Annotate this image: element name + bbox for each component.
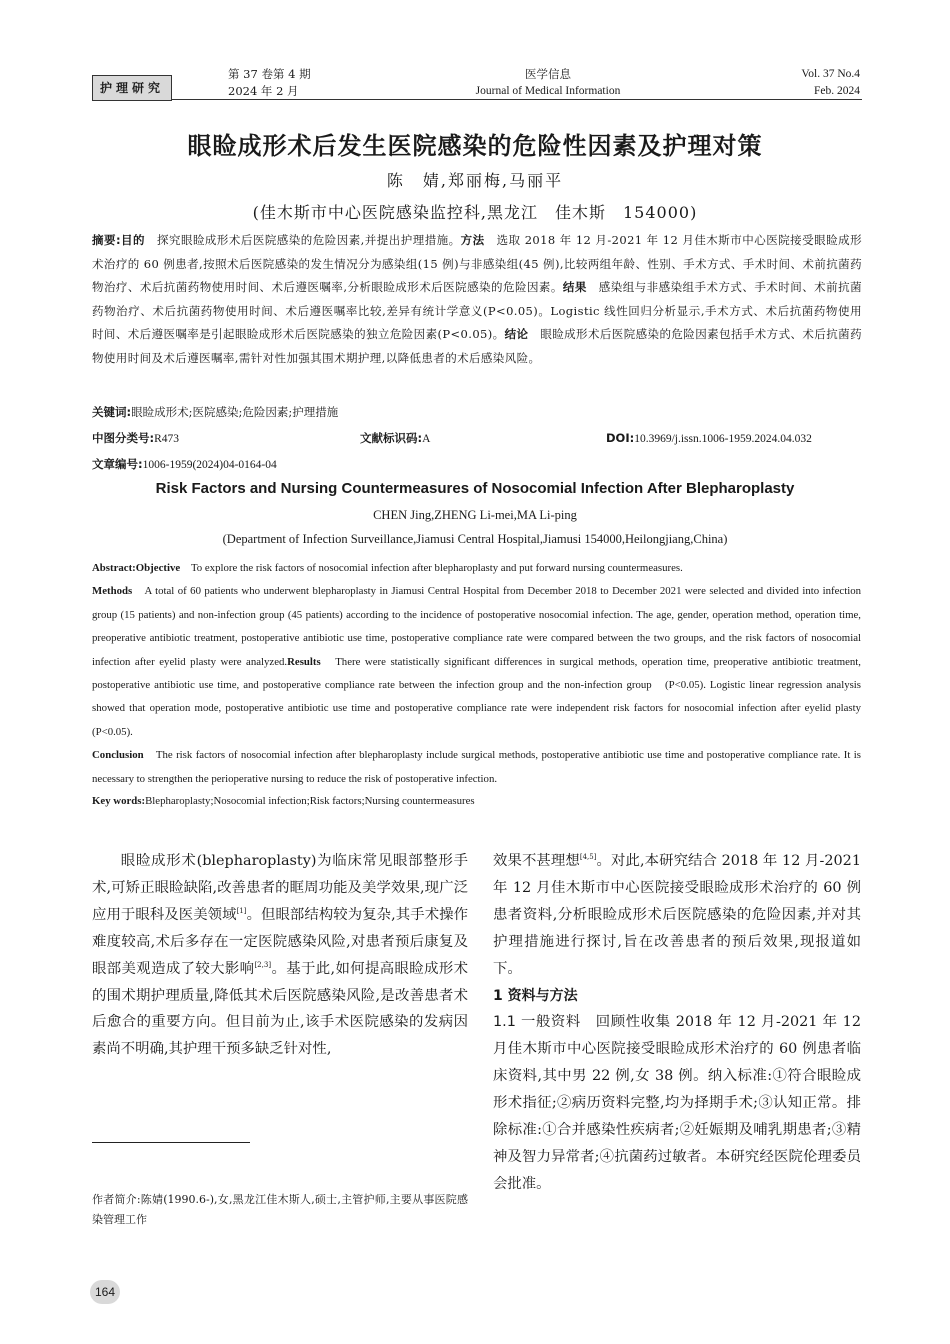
methods-text-en: A total of 60 patients who underwent blepharoplasty in Jiamusi Central Hospital from December 2018 to December 2021 were selected and divided into infection group (15 patients) and non-infection group (45 patients) according to the incidence of postoperative nosocomial infection. The age, gender, operation method, operation time, preoperative antibiotic treatment, postoperative antibiotic use time, postoperative compliance rate were compared between the two groups, and the risk factors of nosocomial infection after eyelid plasty were analyzed. (92, 585, 861, 668)
clc-value: R473 (154, 433, 180, 445)
methods-text-cn: 选取 2018 年 12 月-2021 年 12 月佳木斯市中心医院接受眼睑成形术治疗的 60 例患者,按照术后医院感染的发生情况分为感染组(15 例)与非感染组(45 例),比较两组年龄、性别、手术方式、手术时间、术前抗菌药物治疗、术后抗菌药物使用时间、术后遵医嘱率,分析眼睑成形术后医院感染的危险因素。 (92, 233, 862, 294)
header-volume-cn: 第 37 卷第 4 期 (228, 67, 311, 81)
results-label-cn: 结果 (562, 280, 587, 294)
document-code (360, 429, 430, 448)
objective-label-cn: 目的 (120, 233, 146, 247)
article-number-value: 1006-1959(2024)04-0164-04 (142, 459, 277, 471)
header-journal (448, 66, 648, 100)
subsection-heading-1-1: 1.1 一般资料 (493, 1014, 581, 1031)
authors-cn: 陈 婧,郑丽梅,马丽平 (386, 171, 564, 190)
intro-text-2: 。但眼部结构较为复杂,其手术操作难度较高,术后多存在一定医院感染风险,对患者预后康复及眼部美观造成了较大影响 (92, 906, 468, 977)
keywords-label-cn: 关键词: (92, 405, 132, 419)
author-footnote: 作者简介:陈婧(1990.6-),女,黑龙江佳木斯人,硕士,主管护师,主要从事医院感染管理工作 (92, 1193, 468, 1226)
conclusion-text-cn: 眼睑成形术后医院感染的危险因素包括手术方式、术后抗菌药物使用时间及术后遵医嘱率,需针对性加强其围术期护理,以降低患者的术后感染风险。 (92, 327, 862, 365)
paper-title-cn: 眼睑成形术后发生医院感染的危险性因素及护理对策 (187, 132, 763, 160)
doi-link[interactable]: 10.3969/j.issn.1006-1959.2024.04.032 (634, 433, 812, 445)
objective-text-en: To explore the risk factors of nosocomial infection after blepharoplasty and put forward nursing countermeasures. (180, 562, 683, 574)
keywords-en (92, 792, 861, 810)
abstract-label-en: Abstract: (92, 562, 136, 574)
header-date-cn: 2024 年 2 月 (228, 84, 299, 98)
document-code-value: A (422, 433, 431, 445)
authors-en: CHEN Jing,ZHENG Li-mei,MA Li-ping (373, 508, 577, 522)
citation-ref[interactable]: [4,5] (579, 853, 597, 862)
objective-label-en: Objective (135, 562, 181, 574)
header-date-en: Feb. 2024 (814, 85, 860, 97)
paper-title-en: Risk Factors and Nursing Countermeasures of Nosocomial Infection After Blepharoplasty (155, 480, 795, 497)
results-label-en: Results (287, 655, 321, 668)
affiliation-en: (Department of Infection Surveillance,Jiamusi Central Hospital,Jiamusi 154000,Heilongjiang,China) (222, 532, 728, 546)
intro-continuation-text-2: 。对此,本研究结合 2018 年 12 月-2021 年 12 月佳木斯市中心医院接受眼睑成形术治疗的 60 例患者资料,分析眼睑成形术后医院感染的危险因素,并对其护理措施进行探讨,旨在改善患者的预后效果,现报道如下。 (493, 853, 861, 977)
header-issue-cn (228, 66, 311, 100)
header-volume-en: Vol. 37 No.4 (801, 68, 860, 80)
keywords-cn (92, 403, 862, 421)
body-column-right (493, 848, 861, 1198)
body-column-left (92, 848, 468, 1063)
header-journal-cn: 医学信息 (525, 67, 571, 81)
intro-continuation (493, 848, 861, 983)
abstract-en (92, 557, 861, 791)
clc-label: 中图分类号: (92, 431, 155, 445)
general-info-text: 回顾性收集 2018 年 12 月-2021 年 12 月佳木斯市中心医院接受眼睑成形术治疗的 60 例患者临床资料,其中男 22 例,女 38 例。纳入标准:①符合眼睑成形术指征;②病历资料完整,均为择期手术;③认知正常。排除标准:①合并感染性疾病者;②妊娠期及哺乳期患者;③精神及智力异常者;④抗菌药过敏者。本研究经医院伦理委员会批准。 (493, 1014, 861, 1192)
affiliation-cn: (佳木斯市中心医院感染监控科,黑龙江 佳木斯 154000) (252, 203, 698, 222)
citation-ref[interactable]: [2,3] (254, 960, 272, 969)
abstract-cn (92, 229, 862, 370)
results-text-en: There were statistically significant differences in surgical methods, operation time, preoperative antibiotic treatment, postoperative antibiotic use time, and postoperative compliance rate between the infection group and the non-infection group (P<0.05). Logistic linear regression analysis showed that operation mode, postoperative antibiotic use time and postoperative compliance rate were independent risk factors for nosocomial infection after eyelid plasty (P<0.05). (92, 655, 861, 738)
keywords-text-en: Blepharoplasty;Nosocomial infection;Risk factors;Nursing countermeasures (145, 795, 475, 807)
page-number: 164 (90, 1280, 120, 1304)
keywords-text-cn: 眼睑成形术;医院感染;危险因素;护理措施 (131, 405, 339, 419)
section-heading-1: 1 资料与方法 (493, 987, 578, 1004)
header-issue-en (700, 66, 860, 100)
abstract-label-cn: 摘要: (92, 233, 121, 247)
citation-ref[interactable]: [1] (236, 907, 247, 916)
objective-text-cn: 探究眼睑成形术后医院感染的危险因素,并提出护理措施。 (145, 233, 461, 247)
doi (606, 429, 812, 448)
footnote-rule (92, 1142, 250, 1143)
intro-text-1: 眼睑成形术(blepharoplasty)为临床常见眼部整形手术,可矫正眼睑缺陷,改善患者的眶周功能及美学效果,现广泛应用于眼科及医美领域 (92, 853, 468, 923)
doi-label: DOI: (606, 431, 635, 445)
clc-number (92, 429, 179, 448)
article-number (92, 455, 277, 474)
intro-paragraph (92, 848, 468, 1063)
section-tag: 护理研究 (92, 75, 172, 101)
document-code-label: 文献标识码: (360, 431, 423, 445)
results-text-cn: 感染组与非感染组手术方式、手术时间、术前抗菌药物治疗、术后抗菌药物使用时间、术后遵医嘱率比较,差异有统计学意义(P<0.05)。Logistic 线性回归分析显示,手术方式、术后抗菌药物使用时间、术后遵医嘱率是引起眼睑成形术后医院感染的独立危险因素(P<0.05)。 (92, 280, 862, 341)
methods-label-cn: 方法 (460, 233, 485, 247)
methods-label-en: Methods (92, 585, 133, 598)
keywords-label-en: Key words: (92, 795, 146, 807)
intro-text-3: 。基于此,如何提高眼睑成形术的围术期护理质量,降低其术后医院感染风险,是改善患者术后愈合的重要方向。但目前为止,该手术医院感染的发病因素尚不明确,其护理干预多缺乏针对性, (92, 960, 468, 1058)
conclusion-label-en: Conclusion (92, 749, 144, 762)
conclusion-text-en: The risk factors of nosocomial infection after blepharoplasty include surgical methods, postoperative antibiotic use time and postoperative compliance rate. It is necessary to strengthen the perioperative nursing to reduce the risk of postoperative infection. (92, 749, 861, 785)
article-number-label: 文章编号: (92, 457, 143, 471)
general-info-paragraph (493, 1009, 861, 1197)
header-journal-en: Journal of Medical Information (475, 85, 621, 97)
conclusion-label-cn: 结论 (504, 327, 529, 341)
intro-continuation-text-1: 效果不甚理想 (493, 853, 580, 869)
